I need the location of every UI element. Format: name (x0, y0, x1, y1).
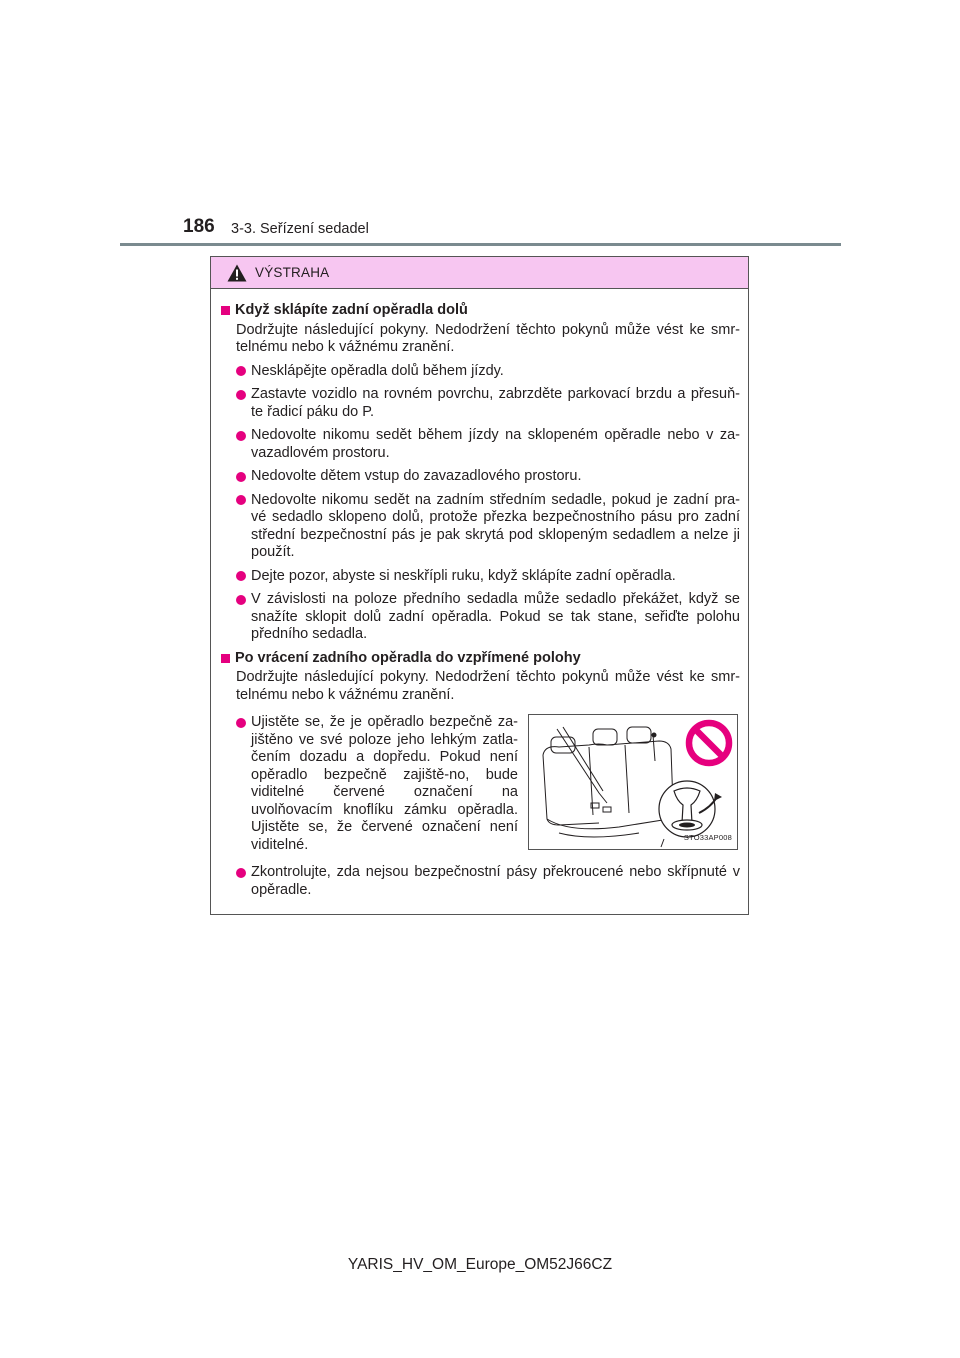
figure-code: STO33AP008 (683, 832, 732, 842)
header-rule (120, 243, 841, 246)
list-item (236, 568, 740, 586)
square-bullet-icon (221, 306, 230, 315)
list-item (236, 864, 740, 899)
bullet-dot-icon (236, 718, 246, 728)
list-item (236, 468, 740, 486)
list-item (236, 492, 740, 562)
document-id-footer: YARIS_HV_OM_Europe_OM52J66CZ (347, 1256, 613, 1273)
bullet-dot-icon (236, 390, 246, 400)
list-item-text: Zastavte vozidlo na rovném povrchu, zabrzděte parkovací brzdu a přesuň-te řadicí páku do P. (251, 386, 740, 420)
list-item-text: Ujistěte se, že je opěradlo bezpečně za-jištěno ve své poloze jeho lehkým zatla-čením dozadu a dopředu. Pokud není opěradlo bezpečně zajiště-no, bude viditelné červené označení na uvolňovacím knoflíku zámku opěradla. Ujistěte se, že červené označení není viditelné. (251, 714, 518, 853)
list-item-text: Nedovolte nikomu sedět během jízdy na sklopeném opěradle nebo v za-vazadlovém prostoru. (251, 427, 740, 461)
list-item-text: Zkontrolujte, zda nejsou bezpečnostní pásy překroucené nebo skřípnuté v opěradle. (251, 864, 740, 898)
section-intro: Dodržujte následující pokyny. Nedodržení těchto pokynů může vést ke smr-telnému nebo k vážnému zranění. (236, 321, 740, 355)
warning-title: VÝSTRAHA (255, 265, 330, 280)
bullet-dot-icon (236, 431, 246, 441)
warning-body (211, 289, 748, 899)
list-item-text: Dejte pozor, abyste si neskřípli ruku, když sklápíte zadní opěradla. (251, 567, 676, 584)
seat-lock-illustration (528, 714, 738, 850)
list-item (236, 591, 740, 644)
list-item-text: Nedovolte dětem vstup do zavazadlového prostoru. (251, 468, 582, 484)
list-item-text: V závislosti na poloze předního sedadla může sedadlo překážet, když se snažíte sklopit dolů zadní opěradla. Pokud se tak stane, seřiďte polohu předního sedadla. (251, 591, 740, 642)
section-heading-upright (219, 650, 740, 668)
section-title: 3-3. Seřízení sedadel (231, 221, 369, 237)
list-item (236, 714, 518, 854)
list-item (236, 363, 740, 381)
warning-box (210, 256, 749, 915)
bullet-dot-icon (236, 571, 246, 581)
bullet-dot-icon (236, 495, 246, 505)
list-item-text: Nesklápějte opěradla dolů během jízdy. (251, 362, 504, 379)
list-item (236, 427, 740, 462)
list-item-text: Nedovolte nikomu sedět na zadním středním sedadle, pokud je zadní pra-vé sedadlo sklopeno dolů, protože přezka bezpečnostního pásu pro zadní střední bezpečnostní pás je pak skrytá pod sklopeným sedadlem a nelze ji použít. (251, 491, 740, 560)
list-item (236, 386, 740, 421)
section-intro: Dodržujte následující pokyny. Nedodržení těchto pokynů může vést ke smr-telnému nebo k vážnému zranění. (236, 669, 740, 703)
bullet-dot-icon (236, 472, 246, 482)
square-bullet-icon (221, 654, 230, 663)
bullet-dot-icon (236, 595, 246, 605)
warning-header (211, 257, 748, 289)
warning-triangle-icon (227, 264, 247, 282)
section-heading-text: Když sklápíte zadní opěradla dolů (235, 302, 468, 318)
figure-row (219, 714, 740, 854)
section-heading-text: Po vrácení zadního opěradla do vzpřímené polohy (235, 649, 581, 666)
section-heading-folding (219, 302, 740, 320)
page-number: 186 (183, 216, 215, 237)
bullet-dot-icon (236, 868, 246, 878)
bullet-dot-icon (236, 366, 246, 376)
